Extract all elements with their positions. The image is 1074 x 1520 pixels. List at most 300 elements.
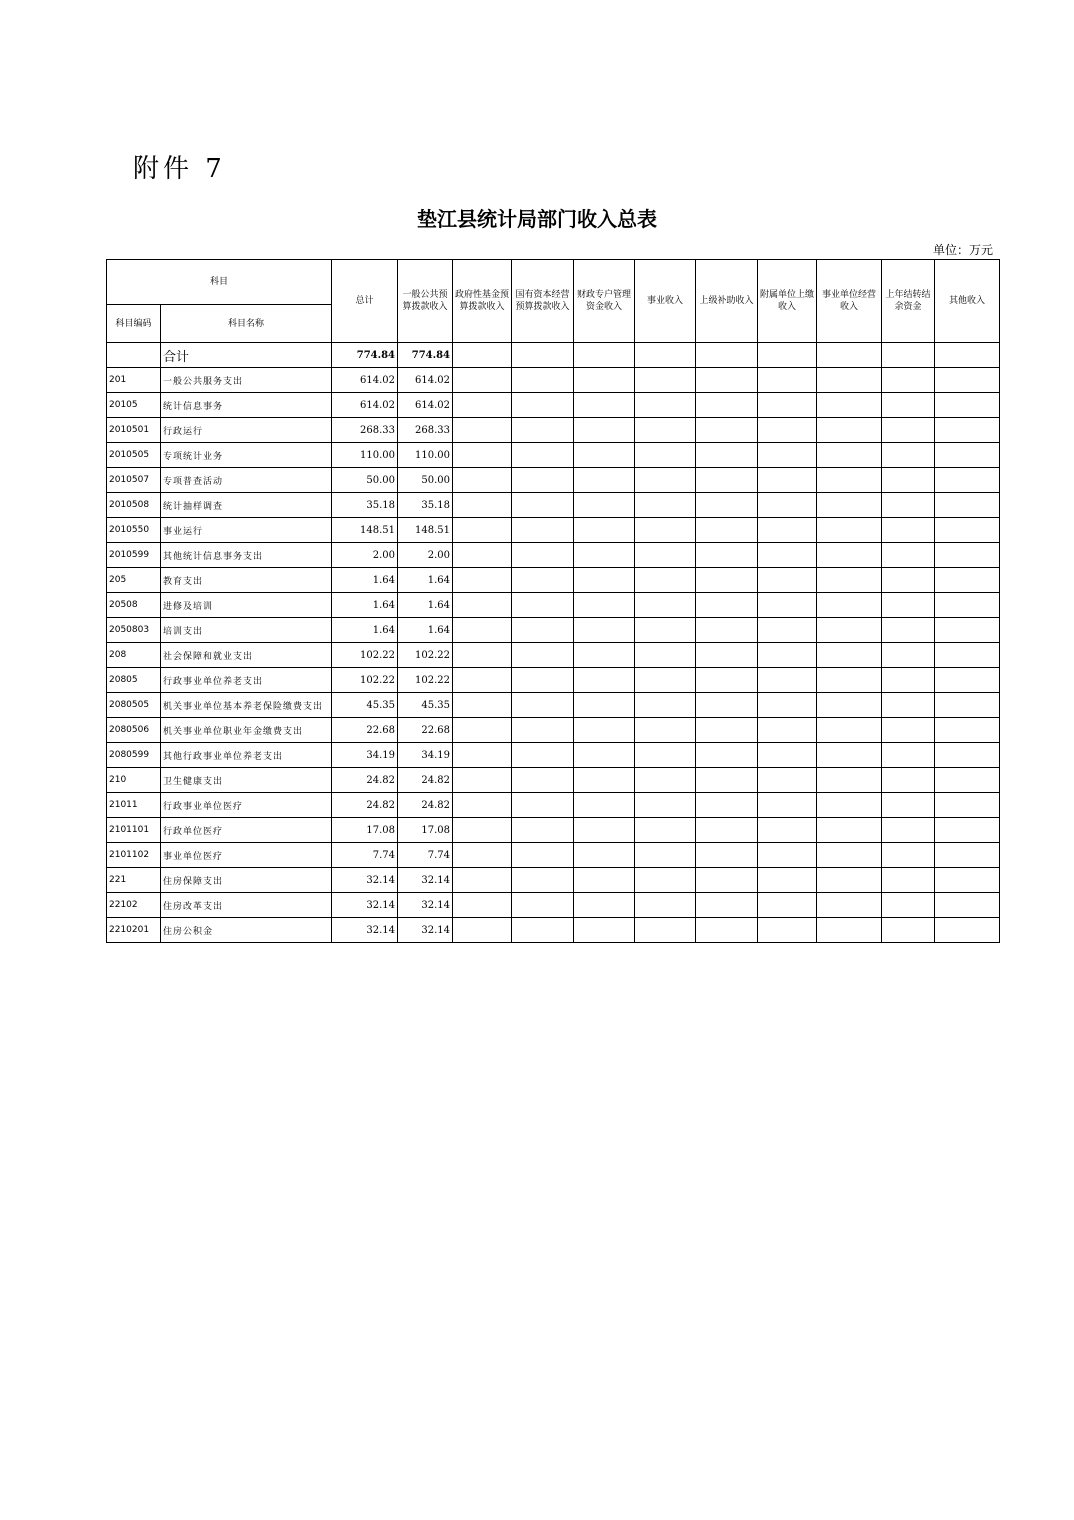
empty-cell: [696, 568, 758, 593]
table-row: [107, 718, 1000, 743]
empty-cell: [574, 743, 635, 768]
general-budget-cell: 102.22: [398, 643, 453, 668]
empty-cell: [635, 593, 696, 618]
empty-cell: [635, 868, 696, 893]
document-title: 垫江县统计局部门收入总表: [417, 207, 657, 231]
total-cell: 17.08: [332, 818, 398, 843]
income-summary-table: [106, 259, 1000, 943]
unit-label: 单位：万元: [932, 243, 993, 257]
attachment-label: 附件 7: [133, 154, 226, 184]
empty-cell: [758, 543, 817, 568]
empty-cell: [935, 843, 1000, 868]
empty-cell: [882, 768, 935, 793]
empty-cell: [935, 343, 1000, 368]
general-budget-cell: 24.82: [398, 768, 453, 793]
empty-cell: [758, 818, 817, 843]
empty-cell: [882, 418, 935, 443]
empty-cell: [882, 718, 935, 743]
empty-cell: [574, 618, 635, 643]
table-row: [107, 768, 1000, 793]
empty-cell: [935, 468, 1000, 493]
total-cell: 1.64: [332, 568, 398, 593]
code-cell: 2010508: [107, 493, 161, 518]
general-budget-cell: 32.14: [398, 918, 453, 943]
total-cell: 35.18: [332, 493, 398, 518]
empty-cell: [512, 543, 574, 568]
empty-cell: [882, 693, 935, 718]
name-cell: 住房公积金: [161, 918, 332, 943]
empty-cell: [696, 793, 758, 818]
table-row: [107, 593, 1000, 618]
empty-cell: [935, 618, 1000, 643]
table-row: [107, 843, 1000, 868]
empty-cell: [696, 618, 758, 643]
empty-cell: [817, 868, 882, 893]
name-cell: 统计信息事务: [161, 393, 332, 418]
empty-cell: [453, 518, 512, 543]
empty-cell: [696, 343, 758, 368]
empty-cell: [512, 918, 574, 943]
empty-cell: [758, 493, 817, 518]
empty-cell: [512, 668, 574, 693]
empty-cell: [882, 493, 935, 518]
empty-cell: [817, 843, 882, 868]
empty-cell: [635, 368, 696, 393]
name-cell: 行政事业单位养老支出: [161, 668, 332, 693]
empty-cell: [635, 893, 696, 918]
empty-cell: [758, 743, 817, 768]
empty-cell: [574, 343, 635, 368]
table-row: [107, 818, 1000, 843]
table-row: [107, 618, 1000, 643]
empty-cell: [635, 493, 696, 518]
empty-cell: [574, 868, 635, 893]
empty-cell: [696, 518, 758, 543]
empty-cell: [635, 393, 696, 418]
empty-cell: [635, 618, 696, 643]
empty-cell: [696, 368, 758, 393]
empty-cell: [882, 818, 935, 843]
empty-cell: [696, 418, 758, 443]
empty-cell: [453, 343, 512, 368]
empty-cell: [758, 343, 817, 368]
empty-cell: [574, 368, 635, 393]
empty-cell: [817, 343, 882, 368]
general-budget-cell: 1.64: [398, 618, 453, 643]
name-cell: 合计: [161, 343, 332, 368]
empty-cell: [882, 868, 935, 893]
code-cell: 201: [107, 368, 161, 393]
empty-cell: [758, 768, 817, 793]
empty-cell: [512, 693, 574, 718]
empty-cell: [453, 743, 512, 768]
code-cell: 2050803: [107, 618, 161, 643]
general-budget-cell: 22.68: [398, 718, 453, 743]
total-cell: 1.64: [332, 593, 398, 618]
code-cell: 21011: [107, 793, 161, 818]
empty-cell: [696, 543, 758, 568]
empty-cell: [817, 718, 882, 743]
empty-cell: [817, 543, 882, 568]
empty-cell: [758, 918, 817, 943]
empty-cell: [758, 643, 817, 668]
empty-cell: [696, 468, 758, 493]
empty-cell: [935, 493, 1000, 518]
name-cell: 进修及培训: [161, 593, 332, 618]
empty-cell: [935, 893, 1000, 918]
empty-cell: [935, 443, 1000, 468]
general-budget-cell: 102.22: [398, 668, 453, 693]
code-cell: 210: [107, 768, 161, 793]
total-cell: 24.82: [332, 768, 398, 793]
empty-cell: [758, 443, 817, 468]
empty-cell: [574, 518, 635, 543]
empty-cell: [635, 743, 696, 768]
empty-cell: [758, 868, 817, 893]
empty-cell: [574, 543, 635, 568]
empty-cell: [696, 443, 758, 468]
empty-cell: [453, 893, 512, 918]
empty-cell: [635, 918, 696, 943]
table-row: [107, 418, 1000, 443]
empty-cell: [453, 768, 512, 793]
empty-cell: [512, 393, 574, 418]
empty-cell: [512, 343, 574, 368]
total-cell: 22.68: [332, 718, 398, 743]
code-cell: [107, 343, 161, 368]
empty-cell: [935, 643, 1000, 668]
name-cell: 事业运行: [161, 518, 332, 543]
empty-cell: [512, 568, 574, 593]
empty-cell: [635, 768, 696, 793]
total-cell: 45.35: [332, 693, 398, 718]
code-cell: 2010599: [107, 543, 161, 568]
empty-cell: [758, 893, 817, 918]
total-cell: 774.84: [332, 343, 398, 368]
empty-cell: [882, 443, 935, 468]
empty-cell: [935, 568, 1000, 593]
empty-cell: [453, 493, 512, 518]
empty-cell: [817, 668, 882, 693]
empty-cell: [882, 468, 935, 493]
empty-cell: [453, 643, 512, 668]
code-cell: 2210201: [107, 918, 161, 943]
empty-cell: [817, 693, 882, 718]
empty-cell: [696, 743, 758, 768]
empty-cell: [882, 518, 935, 543]
general-budget-cell: 1.64: [398, 568, 453, 593]
table-row: [107, 543, 1000, 568]
empty-cell: [512, 468, 574, 493]
empty-cell: [635, 718, 696, 743]
header-superior-subsidy: 上级补助收入: [696, 260, 758, 343]
empty-cell: [635, 643, 696, 668]
code-cell: 2080599: [107, 743, 161, 768]
empty-cell: [574, 443, 635, 468]
empty-cell: [635, 818, 696, 843]
empty-cell: [574, 493, 635, 518]
empty-cell: [696, 818, 758, 843]
empty-cell: [758, 368, 817, 393]
empty-cell: [453, 868, 512, 893]
empty-cell: [817, 518, 882, 543]
table-row: [107, 918, 1000, 943]
table-row: [107, 693, 1000, 718]
empty-cell: [453, 443, 512, 468]
empty-cell: [574, 418, 635, 443]
empty-cell: [512, 718, 574, 743]
total-cell: 268.33: [332, 418, 398, 443]
header-subject: 科目: [107, 260, 332, 305]
empty-cell: [635, 418, 696, 443]
empty-cell: [635, 843, 696, 868]
empty-cell: [512, 418, 574, 443]
empty-cell: [696, 593, 758, 618]
total-cell: 102.22: [332, 668, 398, 693]
empty-cell: [512, 868, 574, 893]
empty-cell: [453, 818, 512, 843]
empty-cell: [635, 568, 696, 593]
general-budget-cell: 24.82: [398, 793, 453, 818]
empty-cell: [696, 393, 758, 418]
empty-cell: [882, 568, 935, 593]
empty-cell: [882, 918, 935, 943]
empty-cell: [696, 918, 758, 943]
header-business-operation: 事业单位经营收入: [817, 260, 882, 343]
empty-cell: [453, 618, 512, 643]
table-row: [107, 893, 1000, 918]
empty-cell: [453, 793, 512, 818]
table-row: [107, 518, 1000, 543]
empty-cell: [758, 843, 817, 868]
name-cell: 专项普查活动: [161, 468, 332, 493]
empty-cell: [817, 593, 882, 618]
general-budget-cell: 2.00: [398, 543, 453, 568]
empty-cell: [935, 368, 1000, 393]
empty-cell: [453, 543, 512, 568]
empty-cell: [758, 468, 817, 493]
header-name: 科目名称: [161, 305, 332, 343]
name-cell: 专项统计业务: [161, 443, 332, 468]
empty-cell: [574, 668, 635, 693]
table-row: [107, 743, 1000, 768]
empty-cell: [758, 593, 817, 618]
code-cell: 208: [107, 643, 161, 668]
empty-cell: [453, 918, 512, 943]
empty-cell: [882, 843, 935, 868]
empty-cell: [935, 718, 1000, 743]
total-row: [107, 343, 1000, 368]
empty-cell: [935, 593, 1000, 618]
empty-cell: [696, 868, 758, 893]
name-cell: 社会保障和就业支出: [161, 643, 332, 668]
empty-cell: [635, 668, 696, 693]
empty-cell: [817, 368, 882, 393]
header-other-income: 其他收入: [935, 260, 1000, 343]
empty-cell: [453, 418, 512, 443]
total-cell: 34.19: [332, 743, 398, 768]
empty-cell: [696, 718, 758, 743]
header-affiliated-unit: 附属单位上缴收入: [758, 260, 817, 343]
empty-cell: [882, 368, 935, 393]
name-cell: 培训支出: [161, 618, 332, 643]
empty-cell: [817, 918, 882, 943]
table-row: [107, 868, 1000, 893]
general-budget-cell: 17.08: [398, 818, 453, 843]
general-budget-cell: 614.02: [398, 368, 453, 393]
empty-cell: [574, 793, 635, 818]
general-budget-cell: 268.33: [398, 418, 453, 443]
empty-cell: [817, 493, 882, 518]
empty-cell: [817, 743, 882, 768]
general-budget-cell: 614.02: [398, 393, 453, 418]
empty-cell: [512, 443, 574, 468]
empty-cell: [817, 768, 882, 793]
general-budget-cell: 148.51: [398, 518, 453, 543]
empty-cell: [935, 793, 1000, 818]
empty-cell: [512, 743, 574, 768]
empty-cell: [935, 693, 1000, 718]
empty-cell: [453, 693, 512, 718]
empty-cell: [758, 718, 817, 743]
name-cell: 行政运行: [161, 418, 332, 443]
empty-cell: [758, 518, 817, 543]
total-cell: 32.14: [332, 918, 398, 943]
header-code: 科目编码: [107, 305, 161, 343]
empty-cell: [574, 568, 635, 593]
general-budget-cell: 34.19: [398, 743, 453, 768]
table-row: [107, 643, 1000, 668]
table-row: [107, 793, 1000, 818]
empty-cell: [696, 643, 758, 668]
code-cell: 221: [107, 868, 161, 893]
empty-cell: [817, 793, 882, 818]
table-row: [107, 568, 1000, 593]
header-business-income: 事业收入: [635, 260, 696, 343]
empty-cell: [935, 668, 1000, 693]
empty-cell: [453, 593, 512, 618]
empty-cell: [817, 468, 882, 493]
total-cell: 102.22: [332, 643, 398, 668]
empty-cell: [453, 668, 512, 693]
empty-cell: [935, 768, 1000, 793]
empty-cell: [574, 593, 635, 618]
name-cell: 行政事业单位医疗: [161, 793, 332, 818]
table-row: [107, 493, 1000, 518]
empty-cell: [574, 718, 635, 743]
empty-cell: [758, 618, 817, 643]
empty-cell: [635, 468, 696, 493]
empty-cell: [635, 343, 696, 368]
empty-cell: [696, 668, 758, 693]
empty-cell: [758, 693, 817, 718]
empty-cell: [817, 893, 882, 918]
empty-cell: [817, 643, 882, 668]
table-row: [107, 368, 1000, 393]
empty-cell: [512, 643, 574, 668]
empty-cell: [935, 518, 1000, 543]
general-budget-cell: 32.14: [398, 893, 453, 918]
general-budget-cell: 7.74: [398, 843, 453, 868]
empty-cell: [696, 893, 758, 918]
header-total: 总计: [332, 260, 398, 343]
empty-cell: [635, 518, 696, 543]
empty-cell: [758, 793, 817, 818]
empty-cell: [574, 693, 635, 718]
empty-cell: [882, 893, 935, 918]
code-cell: 2010505: [107, 443, 161, 468]
empty-cell: [882, 393, 935, 418]
total-cell: 2.00: [332, 543, 398, 568]
empty-cell: [817, 568, 882, 593]
code-cell: 2101102: [107, 843, 161, 868]
name-cell: 住房保障支出: [161, 868, 332, 893]
header-general-budget: 一般公共预算拨款收入: [398, 260, 453, 343]
name-cell: 其他行政事业单位养老支出: [161, 743, 332, 768]
empty-cell: [574, 768, 635, 793]
total-cell: 7.74: [332, 843, 398, 868]
empty-cell: [882, 343, 935, 368]
empty-cell: [935, 418, 1000, 443]
code-cell: 2010507: [107, 468, 161, 493]
code-cell: 22102: [107, 893, 161, 918]
total-cell: 50.00: [332, 468, 398, 493]
empty-cell: [635, 543, 696, 568]
total-cell: 32.14: [332, 893, 398, 918]
total-cell: 24.82: [332, 793, 398, 818]
empty-cell: [696, 493, 758, 518]
empty-cell: [512, 768, 574, 793]
empty-cell: [574, 918, 635, 943]
total-cell: 148.51: [332, 518, 398, 543]
code-cell: 20805: [107, 668, 161, 693]
empty-cell: [882, 593, 935, 618]
empty-cell: [696, 693, 758, 718]
code-cell: 2101101: [107, 818, 161, 843]
name-cell: 事业单位医疗: [161, 843, 332, 868]
empty-cell: [512, 493, 574, 518]
empty-cell: [882, 668, 935, 693]
empty-cell: [574, 643, 635, 668]
empty-cell: [512, 818, 574, 843]
code-cell: 20105: [107, 393, 161, 418]
total-cell: 1.64: [332, 618, 398, 643]
header-state-capital: 国有资本经营预算拨款收入: [512, 260, 574, 343]
general-budget-cell: 110.00: [398, 443, 453, 468]
empty-cell: [512, 843, 574, 868]
empty-cell: [935, 393, 1000, 418]
name-cell: 机关事业单位职业年金缴费支出: [161, 718, 332, 743]
table-body: [107, 343, 1000, 943]
empty-cell: [453, 368, 512, 393]
empty-cell: [882, 743, 935, 768]
empty-cell: [758, 568, 817, 593]
total-cell: 614.02: [332, 393, 398, 418]
table-row: [107, 393, 1000, 418]
empty-cell: [882, 793, 935, 818]
header-fiscal-special: 财政专户管理资金收入: [574, 260, 635, 343]
general-budget-cell: 50.00: [398, 468, 453, 493]
empty-cell: [512, 593, 574, 618]
code-cell: 2010501: [107, 418, 161, 443]
empty-cell: [817, 393, 882, 418]
name-cell: 教育支出: [161, 568, 332, 593]
empty-cell: [935, 743, 1000, 768]
header-carryover: 上年结转结余资金: [882, 260, 935, 343]
empty-cell: [512, 793, 574, 818]
empty-cell: [758, 393, 817, 418]
name-cell: 机关事业单位基本养老保险缴费支出: [161, 693, 332, 718]
